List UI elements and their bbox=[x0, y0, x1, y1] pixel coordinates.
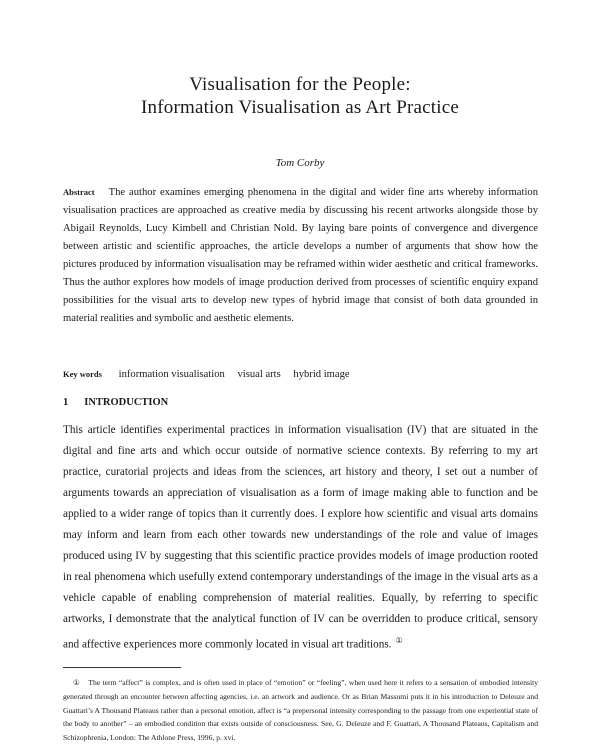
paper-title-line-1: Visualisation for the People: bbox=[189, 74, 411, 95]
paper-title-line-2: Information Visualisation as Art Practice bbox=[140, 97, 460, 118]
abstract-text: The author examines emerging phenomena in the digital and wider fine arts whereby information visualisation practices are approached as creative media by discussing his recent artworks alongside those by Abigail Reynolds, Lucy Kimbell and Christian Nold. By laying bare points of convergence and divergence between artistic and scientific approaches, the article develops a number of arguments that show how the pictures produced by information visualisation may be reframed within wider aesthetic and critical frameworks. Thus the author explores how models of image production derived from processes of scientific enquiry expand possibilities for the visual arts to develop new types of hybrid image that consist of both data grounded in material realities and symbolic and aesthetic elements. bbox=[63, 187, 538, 324]
footnote-divider bbox=[63, 667, 181, 668]
abstract-block bbox=[63, 183, 538, 328]
intro-paragraph bbox=[63, 420, 538, 656]
keyword-item: visual arts bbox=[237, 369, 281, 380]
footnote-text: The term “affect” is complex, and is often used in place of “emotion” or “feeling”, when used here it refers to a sensation of embodied intensity generated through an encounter between affecting agencies, i.e. an artwork and audience. Or as Brian Massumi puts it in his introduction to Deleuze and Guattari’s A Thousand Plateaus rather than a personal emotion, affect is “a prepersonal intensity corresponding to the passage from one experiential state of the body to another” – an embodied condition that exists outside of consciousness. See, G. Deleuze and F. Guattari, A Thousand Plateaus, Capitalism and Schizophrenia, London: The Athlone Press, 1996, p. xvi. bbox=[63, 678, 538, 743]
keywords-block bbox=[63, 367, 538, 382]
abstract-label: Abstract bbox=[63, 187, 95, 197]
footnote-reference[interactable]: ① bbox=[395, 636, 403, 645]
keyword-item: information visualisation bbox=[118, 369, 225, 380]
keyword-item: hybrid image bbox=[293, 369, 350, 380]
keywords-label: Key words bbox=[63, 369, 102, 379]
section-title: INTRODUCTION bbox=[84, 397, 169, 408]
intro-text: This article identifies experimental practices in information visualisation (IV) that are situated in the digital and fine arts and which occur outside of normative science contexts. By referring to my art practice, curatorial projects and ideas from the sciences, art history and theory, I set out a number of arguments towards an appreciation of visualisation as a form of image making able to function and be applied to a wider range of topics than it currently does. I explore how scientific and visual arts domains may inform and learn from each other towards new understandings of the role and value of images produced using IV by suggesting that this scientific practice provides models of image production rooted in real phenomena which usefully extend contemporary understandings of the image in the visual arts as a vehicle capable of enabling comprehension of material realities. Equally, by referring to specific artworks, I demonstrate that the analytical function of IV can be overridden to produce critical, sensory and affective experiences more commonly located in visual art traditions. bbox=[63, 424, 538, 651]
footnote bbox=[63, 676, 538, 745]
section-number: 1 bbox=[63, 397, 69, 408]
footnote-symbol: ① bbox=[73, 678, 81, 687]
author-name: Tom Corby bbox=[275, 157, 325, 169]
section-heading bbox=[63, 397, 168, 408]
